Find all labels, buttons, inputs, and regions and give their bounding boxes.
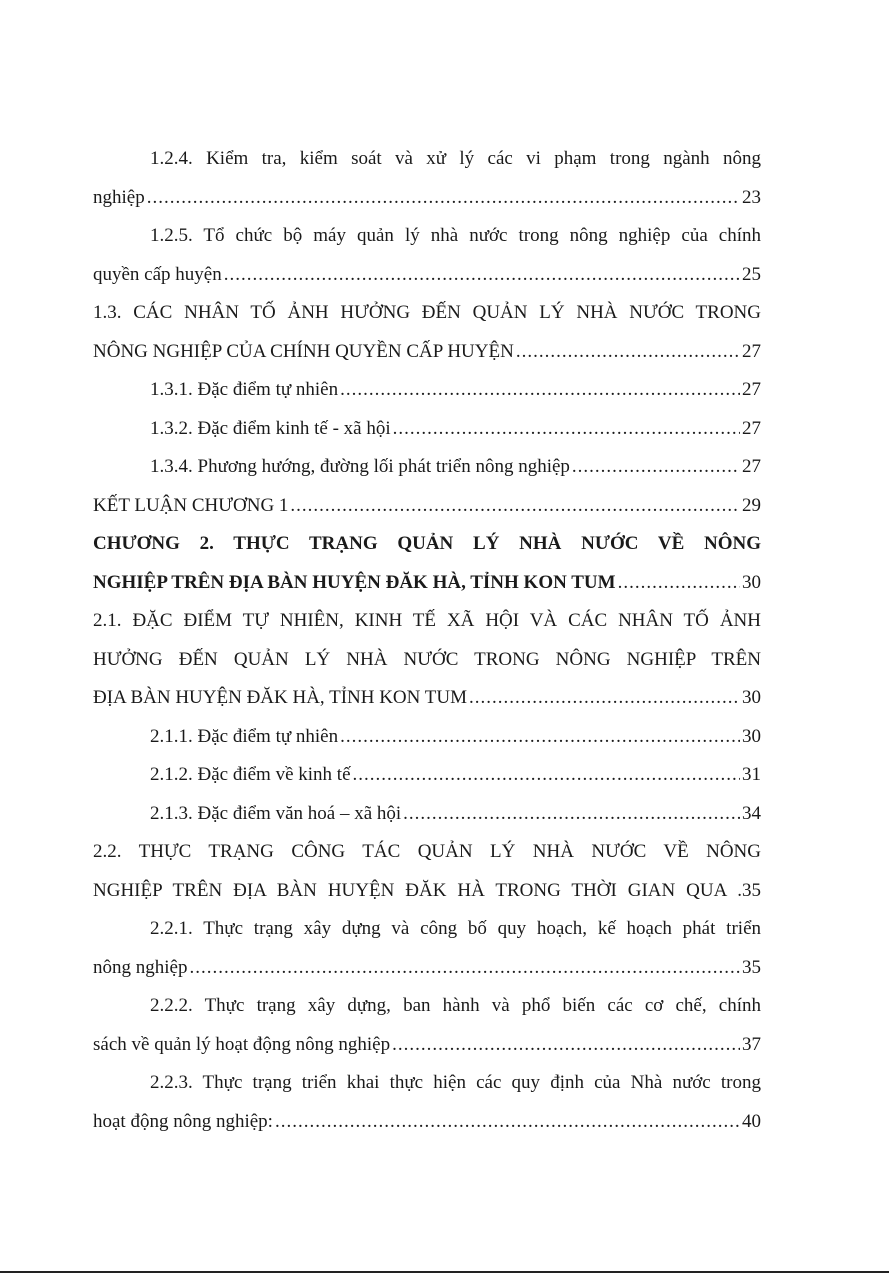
toc-entry-1-3-line1[interactable]: 1.3. CÁC NHÂN TỐ ẢNH HƯỞNG ĐẾN QUẢN LÝ NHÀ NƯỚC TRONG	[93, 302, 761, 323]
toc-entry-text: nghiệp	[93, 186, 145, 208]
dot-leader	[353, 756, 740, 795]
toc-entry-1-3-line2[interactable]	[93, 333, 761, 372]
toc-page-number: 23	[742, 186, 761, 208]
dot-leader	[147, 179, 740, 218]
toc-entry-text: 2.1.1. Đặc điểm tự nhiên	[150, 725, 339, 747]
toc-entry-2-1-line2[interactable]: HƯỞNG ĐẾN QUẢN LÝ NHÀ NƯỚC TRONG NÔNG NGHIỆP TRÊN	[93, 648, 761, 670]
toc-entry-1-3-4[interactable]	[93, 448, 761, 487]
toc-entry-chuong-2-line1[interactable]: CHƯƠNG 2. THỰC TRẠNG QUẢN LÝ NHÀ NƯỚC VỀ NÔNG	[93, 533, 761, 554]
toc-entry-2-2-1-line2[interactable]	[93, 949, 761, 988]
dot-leader	[392, 1026, 740, 1065]
toc-entry-1-2-5-line1[interactable]: 1.2.5. Tổ chức bộ máy quản lý nhà nước trong nông nghiệp của chính	[150, 225, 761, 246]
dot-leader	[516, 333, 740, 372]
dot-leader	[275, 1103, 740, 1142]
toc-entry-2-1-2[interactable]	[93, 756, 761, 795]
toc-entry-1-2-5-line2[interactable]	[93, 256, 761, 295]
toc-entry-text: nông nghiệp	[93, 956, 188, 978]
toc-entry-text: 1.3.1. Đặc điểm tự nhiên	[150, 379, 339, 400]
toc-page-number: 31	[742, 764, 761, 785]
toc-entry-2-1-1[interactable]	[93, 718, 761, 757]
toc-entry-2-2-3-line1[interactable]: 2.2.3. Thực trạng triển khai thực hiện các quy định của Nhà nước trong	[150, 1072, 761, 1093]
toc-entry-text: quyền cấp huyện	[93, 263, 222, 285]
toc-entry-text: 1.3.2. Đặc điểm kinh tế - xã hội	[150, 417, 391, 439]
dot-leader	[189, 949, 740, 988]
toc-entry-2-1-3[interactable]	[93, 795, 761, 834]
toc-entry-2-2-line2[interactable]: NGHIỆP TRÊN ĐỊA BÀN HUYỆN ĐĂK HÀ TRONG THỜI GIAN QUA .35	[93, 879, 761, 901]
toc-entry-1-3-2[interactable]	[93, 410, 761, 449]
toc-page-number: 27	[742, 417, 761, 439]
toc-page-number: 37	[742, 1033, 761, 1055]
toc-entry-text: ĐỊA BÀN HUYỆN ĐĂK HÀ, TỈNH KON TUM	[93, 687, 468, 708]
dot-leader	[572, 448, 740, 487]
dot-leader	[340, 371, 740, 410]
toc-page-number: 30	[742, 571, 761, 593]
toc-entry-2-1-line1[interactable]: 2.1. ĐẶC ĐIỂM TỰ NHIÊN, KINH TẾ XÃ HỘI VÀ CÁC NHÂN TỐ ẢNH	[93, 610, 761, 631]
toc-entry-ket-luan-chuong-1[interactable]	[93, 487, 761, 526]
toc-entry-2-2-line1[interactable]: 2.2. THỰC TRẠNG CÔNG TÁC QUẢN LÝ NHÀ NƯỚC VỀ NÔNG	[93, 841, 761, 862]
toc-entry-2-2-3-line2[interactable]	[93, 1103, 761, 1142]
toc-entry-1-3-1[interactable]	[93, 371, 761, 410]
toc-entry-text: 1.3.4. Phương hướng, đường lối phát triển nông nghiệp	[150, 456, 570, 477]
dot-leader	[290, 487, 740, 526]
dot-leader	[469, 679, 740, 718]
toc-entry-2-2-1-line1[interactable]: 2.2.1. Thực trạng xây dựng và công bố quy hoạch, kế hoạch phát triển	[150, 918, 761, 939]
dot-leader	[340, 718, 740, 757]
toc-page-number: 27	[742, 379, 761, 400]
toc-page-number: 27	[742, 340, 761, 362]
dot-leader	[393, 410, 740, 449]
toc-entry-2-2-2-line1[interactable]: 2.2.2. Thực trạng xây dựng, ban hành và phổ biến các cơ chế, chính	[150, 995, 761, 1016]
toc-entry-text: hoạt động nông nghiệp:	[93, 1110, 273, 1132]
toc-page-number: 27	[742, 456, 761, 477]
toc-entry-text: 2.1.2. Đặc điểm về kinh tế	[150, 764, 351, 785]
table-of-contents	[93, 140, 761, 1141]
toc-entry-chuong-2-line2[interactable]	[93, 564, 761, 603]
toc-entry-text: sách về quản lý hoạt động nông nghiệp	[93, 1033, 391, 1055]
dot-leader	[224, 256, 740, 295]
toc-page-number: 30	[742, 687, 761, 708]
dot-leader	[403, 795, 740, 834]
toc-page-number: 25	[742, 263, 761, 285]
toc-page-number: 35	[742, 956, 761, 978]
toc-entry-text: KẾT LUẬN CHƯƠNG 1	[93, 494, 289, 516]
dot-leader	[618, 564, 740, 603]
toc-page-number: 34	[742, 802, 761, 824]
toc-entry-text: NÔNG NGHIỆP CỦA CHÍNH QUYỀN CẤP HUYỆN	[93, 340, 514, 362]
toc-entry-2-1-line3[interactable]	[93, 679, 761, 718]
toc-entry-text: 2.1.3. Đặc điểm văn hoá – xã hội	[150, 802, 402, 824]
toc-entry-1-2-4-line2[interactable]	[93, 179, 761, 218]
toc-entry-2-2-2-line2[interactable]	[93, 1026, 761, 1065]
toc-entry-text: NGHIỆP TRÊN ĐỊA BÀN HUYỆN ĐĂK HÀ, TỈNH KON TUM	[93, 571, 616, 593]
toc-entry-1-2-4-line1[interactable]: 1.2.4. Kiểm tra, kiểm soát và xử lý các vi phạm trong ngành nông	[150, 148, 761, 169]
toc-page-number: 30	[742, 725, 761, 747]
toc-page-number: 40	[742, 1110, 761, 1132]
toc-page-number: 29	[742, 494, 761, 516]
